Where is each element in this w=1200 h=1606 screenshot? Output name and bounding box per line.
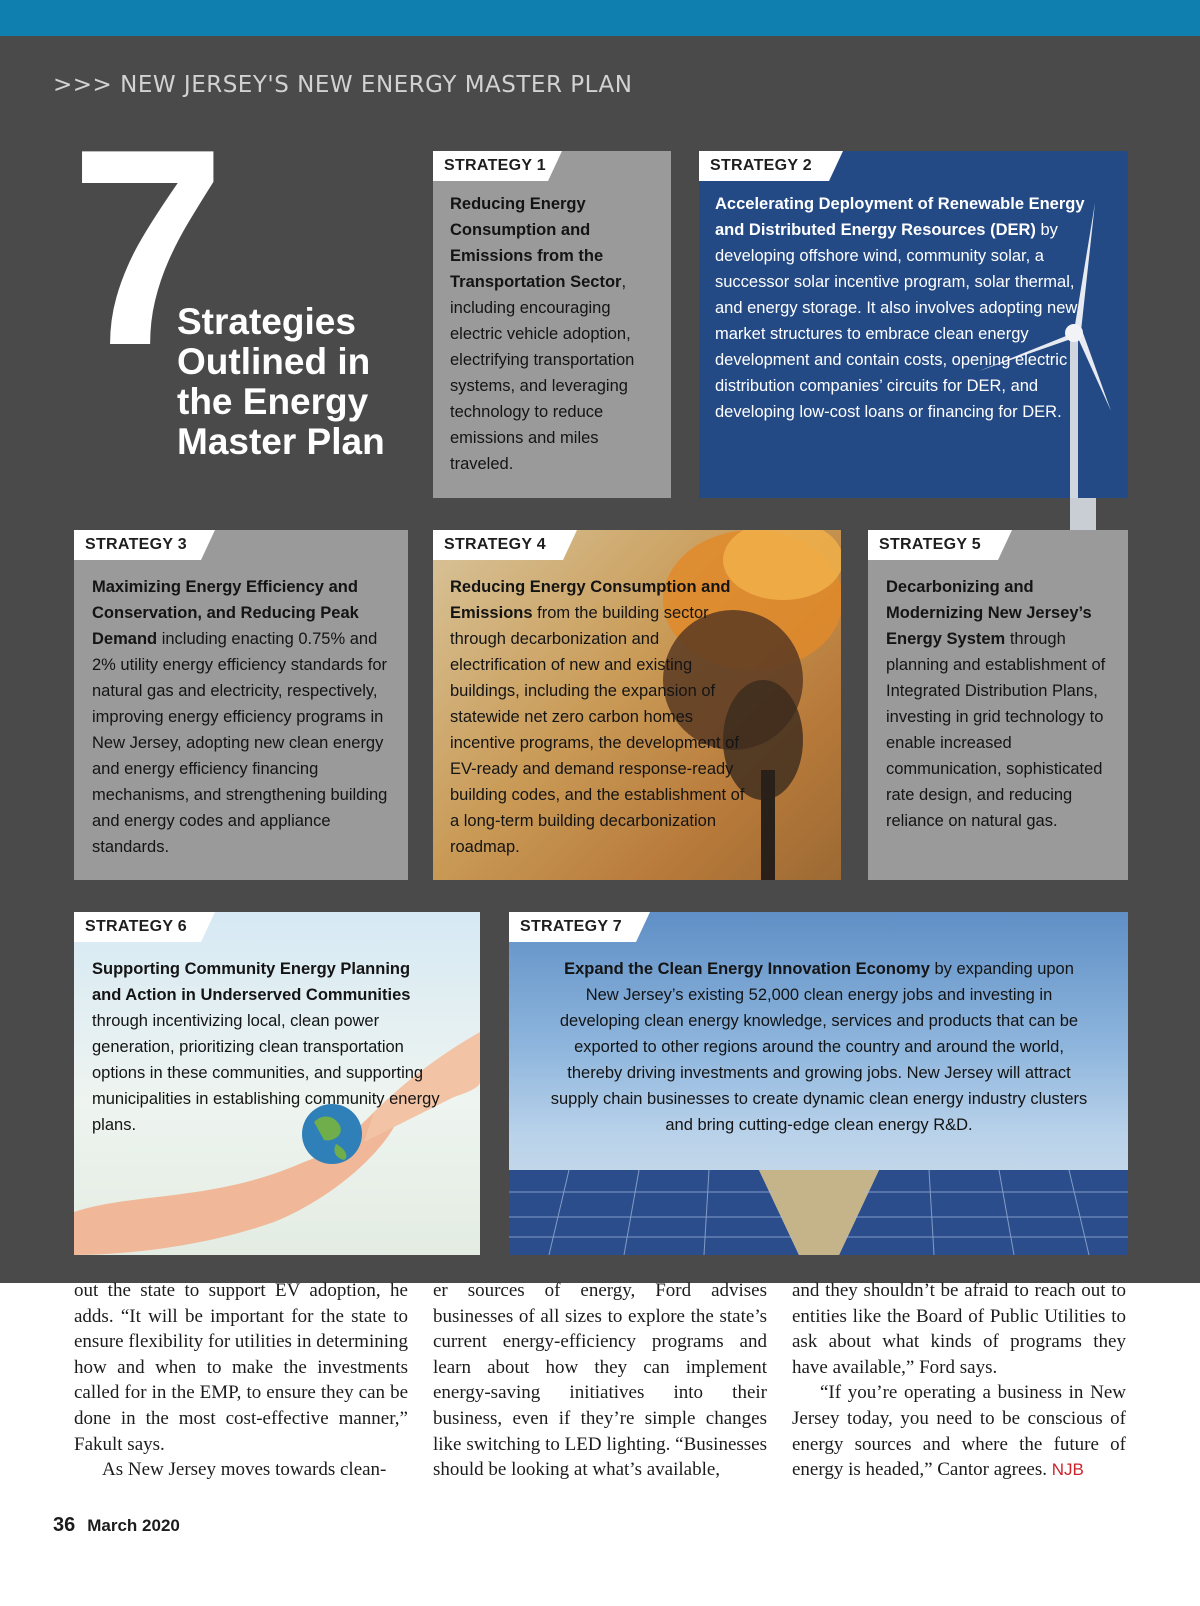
turbine-tower [1070,498,1096,530]
strategy-2-tab: STRATEGY 2 [699,151,829,181]
top-accent-bar [0,0,1200,36]
strategy-4-text: Reducing Energy Consumption and Emissions from the building sector through decarbonization and electrification of new and existing buildings, including the expansion of statewide net zero carbon homes incentive programs, the development of EV-ready and demand response-ready building codes, and the establishment of a long-term building decarbonization roadmap. [450,578,745,856]
strategy-4-tab: STRATEGY 4 [433,530,563,560]
strategy-5-text: Decarbonizing and Modernizing New Jersey’s Energy System through planning and establishment of Integrated Distribution Plans, investing in grid technology to enable increased communication, sophisticated rate design, and reducing reliance on natural gas. [886,578,1106,830]
section-heading: >>> NEW JERSEY'S NEW ENERGY MASTER PLAN [53,72,633,98]
article-column-3: and they shouldn’t be afraid to reach out to entities like the Board of Public Utilities to ask about what kinds of programs they have available,” Ford says. “If you’re operating a business in New Jersey today, you need to be conscious of energy sources and where the future of energy is headed,” Cantor agrees. NJB [792,1280,1126,1481]
page-footer [53,1514,180,1537]
strategy-1-card [433,151,671,498]
hero-number: 7 [70,92,216,404]
strategy-7-text: Expand the Clean Energy Innovation Economy by expanding upon New Jersey’s existing 52,000 clean energy jobs and investing in developing clean energy knowledge, services and products that can be exported to other regions around the country and around the world, thereby driving investments and growing jobs. New Jersey will attract supply chain businesses to create dynamic clean energy industry clusters and bring cutting-edge clean energy R&D. [550,960,1088,1134]
strategy-3-card [74,530,408,880]
strategy-6-card [74,912,480,1255]
strategy-1-text: Reducing Energy Consumption and Emissions from the Transportation Sector, including encouraging electric vehicle adoption, electrifying transportation systems, and leveraging technology to reduce emissions and miles traveled. [450,195,635,473]
strategy-5-tab: STRATEGY 5 [868,530,998,560]
strategy-5-card [868,530,1128,880]
strategy-4-card [433,530,841,880]
strategy-2-text: Accelerating Deployment of Renewable Energy and Distributed Energy Resources (DER) by developing offshore wind, community solar, a successor solar incentive program, solar thermal, and energy storage. It also involves adopting new market structures to embrace clean energy development and contain costs, opening electric distribution companies’ circuits for DER, and developing low-cost loans or financing for DER. [715,195,1085,421]
page-number: 36 [53,1514,76,1536]
strategy-1-tab: STRATEGY 1 [433,151,548,181]
strategy-6-tab: STRATEGY 6 [74,912,201,942]
article-column-1: out the state to support EV adoption, he adds. “It will be important for the state to ensure flexibility for utilities in determining how and when to make the investments called for in the EMP, to ensure they can be done in the most cost-effective manner,” Fakult says. As New Jersey moves towards clean- [74,1280,409,1481]
issue-date: March 2020 [87,1516,180,1535]
njb-signoff: NJB [1051,1460,1084,1480]
article-column-2: er sources of energy, Ford advises businesses of all sizes to explore the state’s current energy-efficiency programs and learn about how they can implement energy-saving initiatives into their business, even if they’re simple changes like switching to LED lighting. “Businesses should be looking at what’s available, [433,1280,767,1481]
strategy-3-text: Maximizing Energy Efficiency and Conservation, and Reducing Peak Demand including enacting 0.75% and 2% utility energy efficiency standards for natural gas and electricity, respectively, improving energy efficiency programs in New Jersey, adopting new clean energy and energy efficiency financing mechanisms, and strengthening building and energy codes and appliance standards. [92,578,388,856]
strategy-3-tab: STRATEGY 3 [74,530,201,560]
strategy-7-card [509,912,1128,1255]
strategy-6-text: Supporting Community Energy Planning and Action in Underserved Communities through incentivizing local, clean power generation, prioritizing clean transportation options in these communities, and supporting municipalities in establishing community energy plans. [92,960,440,1134]
hero-title: Strategies Outlined in the Energy Master Plan [177,301,385,462]
strategy-2-card [699,151,1128,498]
strategy-7-tab: STRATEGY 7 [509,912,636,942]
